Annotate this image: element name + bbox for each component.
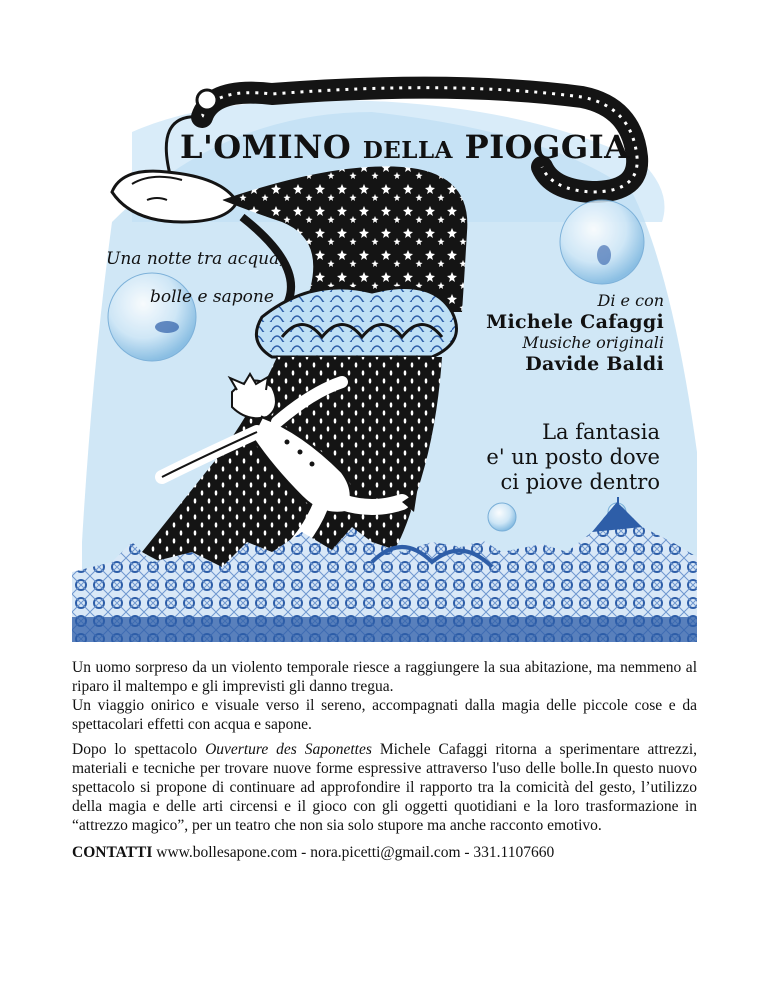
subtitle-line-2: bolle e sapone [150,287,274,307]
title-part-1: L'OMINO [180,128,363,166]
contacts-line [72,843,697,862]
credit-name-1: Michele Cafaggi [486,311,664,333]
poster-credits [424,292,664,376]
show-title-italic: Ouverture des Saponettes [205,741,372,758]
paragraph-1a: Un uomo sorpreso da un violento temporale riesce a raggiungere la sua abitazione, ma nemmeno al riparo il maltempo e gli imprevisti gli danno tregua. [72,659,697,695]
description [72,658,697,868]
poster-tagline [380,420,660,495]
contacts-label: CONTATTI [72,844,153,861]
paragraph-2 [72,740,697,835]
title-part-small: DELLA [362,137,453,164]
credit-role-1: Di e con [597,291,664,310]
paragraph-2-rest: Michele Cafaggi ritorna a sperimentare attrezzi, materiali e tecniche per trovare nuove forme espressive attraverso l'uso delle bolle.In questo nuovo spettacolo si propone di continuare ad approfondire il rapporto tra la comicità del gesto, l’utilizzo della magia e delle arti circensi e il gioco con gli oggetti quotidiani e la loro trasformazione in “attrezzo magico”, per un teatro che non sia solo stupore ma anche racconto emotivo. [72,741,697,834]
tagline-line-1: La fantasia [542,420,660,444]
credit-name-2: Davide Baldi [525,353,664,375]
subtitle-line-1: Una notte tra acqua, [106,249,285,269]
poster-title [180,128,630,172]
paragraph-1b: Un viaggio onirico e visuale verso il sereno, accompagnati dalla magia delle piccole cose e da spettacolari effetti con acqua e sapone. [72,697,697,733]
tagline-line-3: ci piove dentro [500,470,660,494]
contacts-value: www.bollesapone.com - nora.picetti@gmail.com - 331.1107660 [152,844,555,861]
credit-role-2: Musiche originali [522,333,664,352]
paragraph-2-prefix: Dopo lo spettacolo [72,741,206,758]
title-part-2: PIOGGIA [453,128,630,166]
tagline-line-2: e' un posto dove [486,445,660,469]
poster-subtitle [106,231,336,326]
